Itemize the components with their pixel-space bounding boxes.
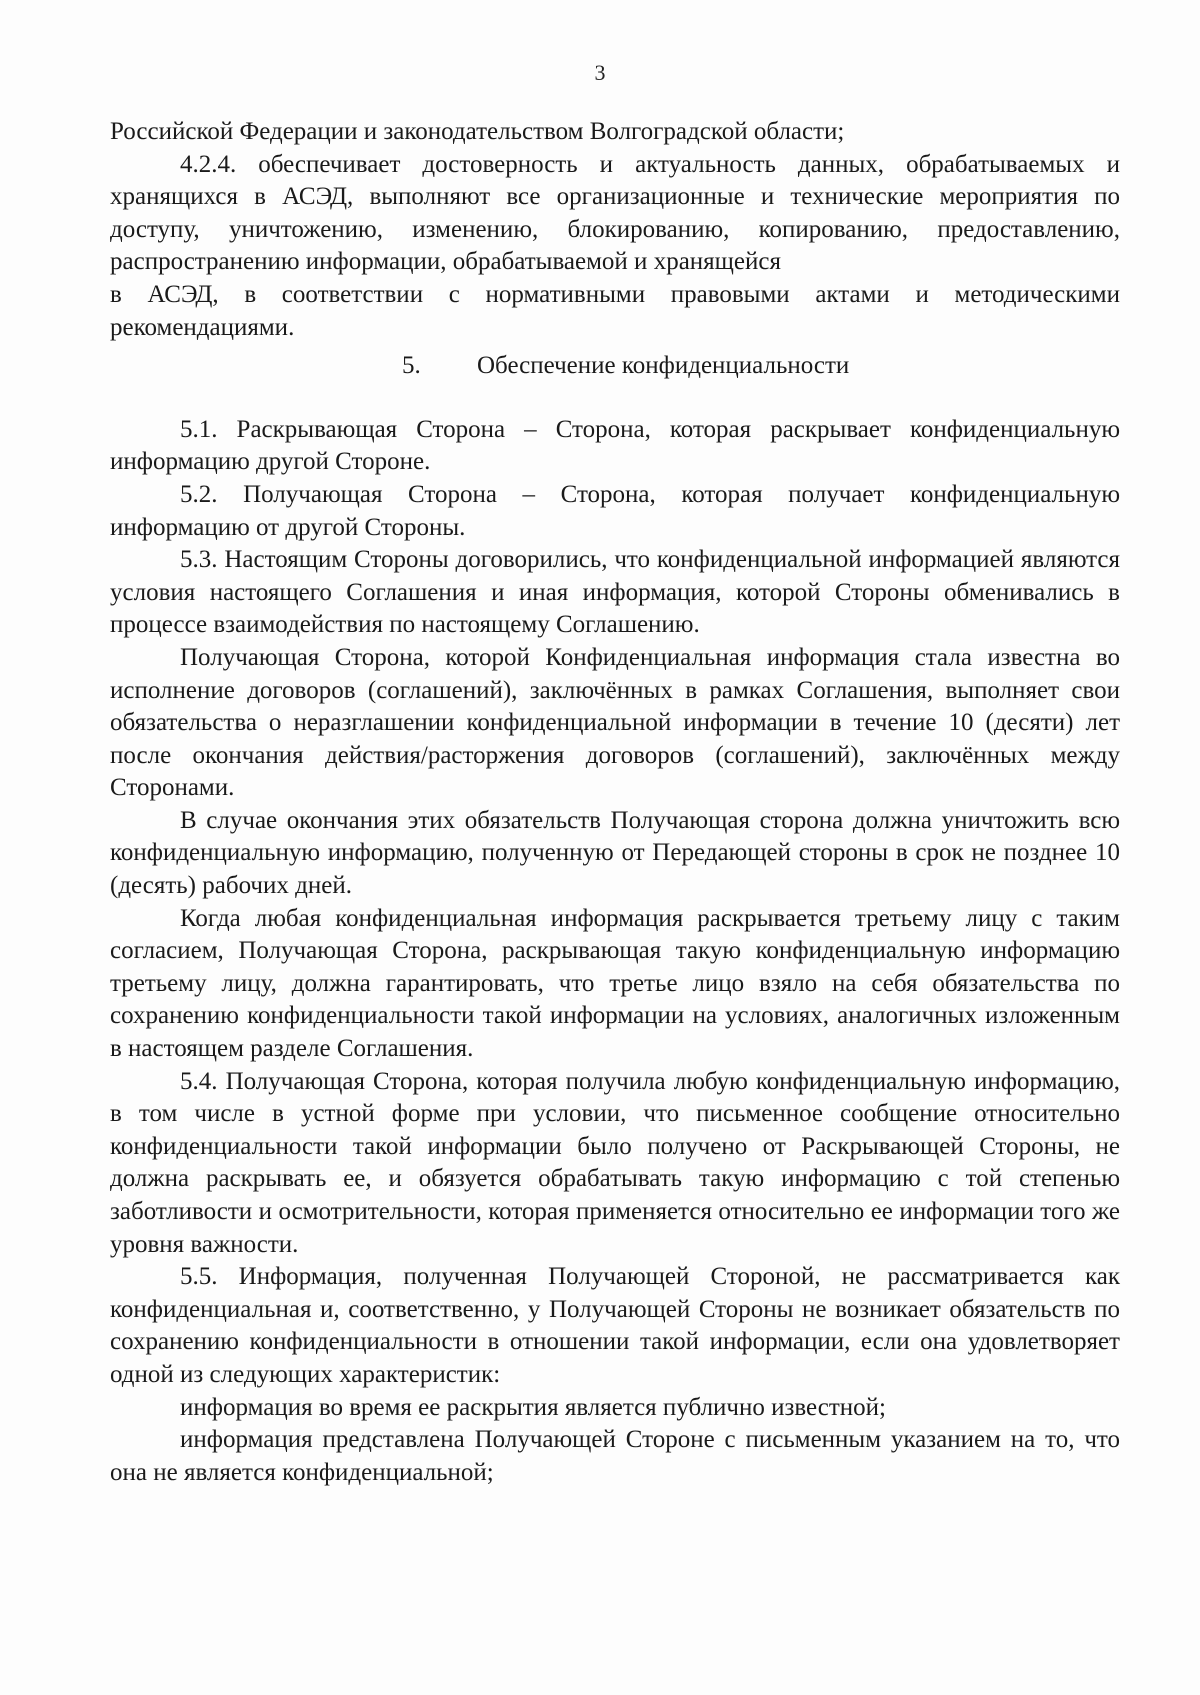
section-title: Обеспечение конфиденциальности <box>477 352 850 380</box>
paragraph: Получающая Сторона, которой Конфиденциальная информация стала известна во исполнение договоров (соглашений), заключённых в рамках Соглашения, выполняет свои обязательства о неразглашении конфиденциальной информации в течение 10 (десяти) лет после окончания действия/расторжения договоров (соглашений), заключённых между Сторонами. <box>110 643 1120 802</box>
paragraph: В случае окончания этих обязательств Получающая сторона должна уничтожить всю конфиденциальную информацию, полученную от Передающей стороны в срок не позднее 10 (десять) рабочих дней. <box>110 806 1120 900</box>
list-item: информация во время ее раскрытия является публично известной; <box>180 1393 886 1421</box>
paragraph: 5.5. Информация, полученная Получающей Стороной, не рассматривается как конфиденциальная и, соответственно, у Получающей Стороны не возникает обязательств по сохранению конфиденциальности в отношении такой информации, если она удовлетворяет одной из следующих характеристик: <box>110 1263 1120 1388</box>
paragraph: 4.2.4. обеспечивает достоверность и актуальность данных, обрабатываемых и хранящихся в АСЭД, выполняют все организационные и технические мероприятия по доступу, уничтожению, изменению, блокированию, копированию, предоставлению, распространению информации, обрабатываемой и хранящейся <box>110 150 1120 276</box>
document-body <box>110 116 1120 1489</box>
paragraph: 5.1. Раскрывающая Сторона – Сторона, которая раскрывает конфиденциальную информацию другой Стороне. <box>110 415 1120 476</box>
paragraph: Российской Федерации и законодательством Волгоградской области; <box>110 118 845 145</box>
paragraph: 5.3. Настоящим Стороны договорились, что конфиденциальной информацией являются условия настоящего Соглашения и иная информация, которой Стороны обменивались в процессе взаимодействия по настоящему Соглашению. <box>110 546 1120 639</box>
paragraph: 5.4. Получающая Сторона, которая получила любую конфиденциальную информацию, в том числе в устной форме при условии, что письменное сообщение относительно конфиденциальности такой информации было получено от Раскрывающей Стороны, не должна раскрывать ее, и обязуется обрабатывать такую информацию с той степенью заботливости и осмотрительности, которая применяется относительно ее информации того же уровня важности. <box>110 1067 1120 1258</box>
paragraph: Когда любая конфиденциальная информация раскрывается третьему лицу с таким согласием, Получающая Сторона, раскрывающая такую конфиденциальную информацию третьему лицу, должна гарантировать, что третье лицо взяло на себя обязательства по сохранению конфиденциальности такой информации на условиях, аналогичных изложенным в настоящем разделе Соглашения. <box>110 904 1120 1063</box>
page-number: 3 <box>594 60 606 85</box>
section-number: 5. <box>402 352 421 380</box>
section-heading <box>110 350 1120 383</box>
list-item: информация представлена Получающей Стороне с письменным указанием на то, что она не является конфиденциальной; <box>110 1426 1120 1486</box>
paragraph: 5.2. Получающая Сторона – Сторона, которая получает конфиденциальную информацию от другой Стороны. <box>110 480 1120 541</box>
paragraph: в АСЭД, в соответствии с нормативными правовыми актами и методическими рекомендациями. <box>110 280 1120 341</box>
